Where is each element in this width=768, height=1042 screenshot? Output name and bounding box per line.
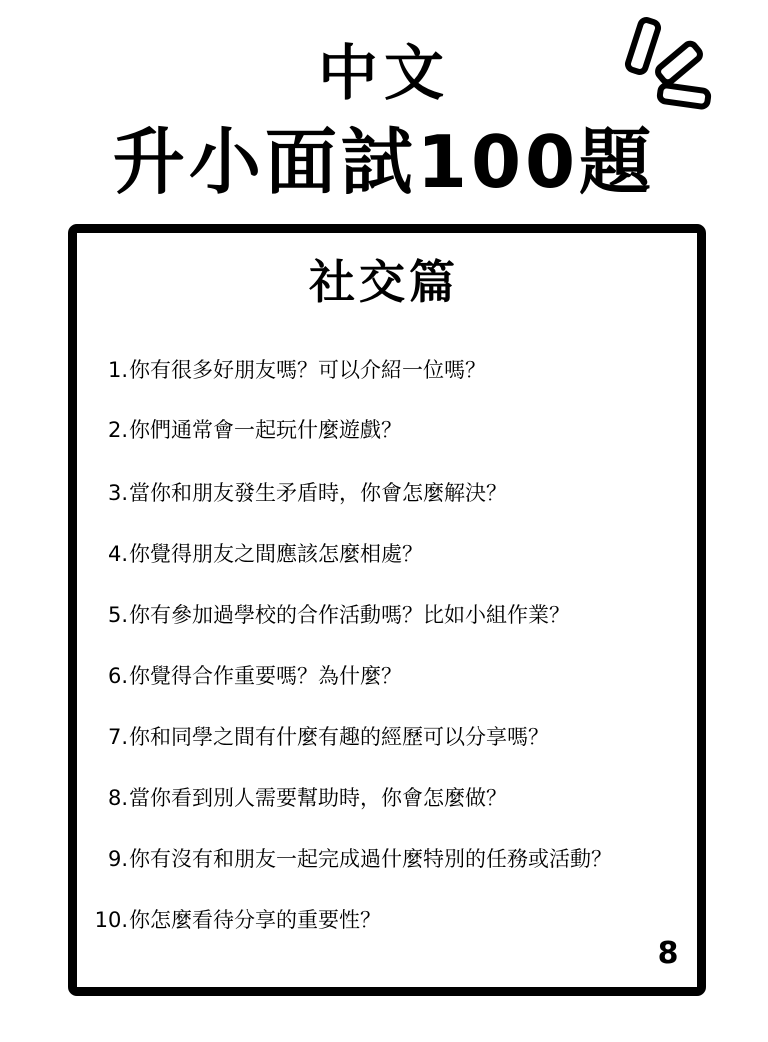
list-item [0, 348, 768, 392]
question-number: 5. [107, 603, 128, 627]
question-text: 你和同學之間有什麼有趣的經歷可以分享嗎？ [129, 725, 549, 749]
question-text: 你覺得朋友之間應該怎麼相處？ [129, 542, 423, 566]
question-number: 2. [107, 418, 128, 442]
page-number: 8 [657, 936, 679, 971]
list-item [0, 471, 768, 515]
question-number: 3. [107, 481, 128, 505]
question-text: 你有很多好朋友嗎？可以介紹一位嗎？ [129, 358, 486, 382]
list-item [0, 715, 768, 759]
question-text: 你們通常會一起玩什麼遊戲？ [129, 418, 402, 442]
question-number: 9. [107, 847, 128, 871]
question-text: 你覺得合作重要嗎？為什麼？ [129, 664, 402, 688]
list-item [0, 408, 768, 452]
list-item [0, 532, 768, 576]
question-number: 4. [107, 542, 128, 566]
question-text: 你有沒有和朋友一起完成過什麼特別的任務或活動？ [129, 847, 612, 871]
list-item [0, 837, 768, 881]
question-number: 10. [94, 908, 128, 932]
question-number: 7. [107, 725, 128, 749]
list-item [0, 654, 768, 698]
emphasis-marks-icon [620, 12, 720, 122]
question-text: 你有參加過學校的合作活動嗎？比如小組作業？ [129, 603, 570, 627]
list-item [0, 776, 768, 820]
list-item [0, 593, 768, 637]
title-line-1: 中文 [318, 39, 450, 109]
question-number: 8. [107, 786, 128, 810]
question-text: 當你看到別人需要幫助時，你會怎麼做？ [129, 786, 507, 810]
title-line-2: 升小面試100題 [112, 120, 656, 204]
question-number: 6. [107, 664, 128, 688]
question-number: 1. [107, 358, 128, 382]
question-text: 你怎麼看待分享的重要性？ [129, 908, 381, 932]
section-title: 社交篇 [309, 255, 459, 309]
question-text: 當你和朋友發生矛盾時，你會怎麼解決？ [129, 481, 507, 505]
